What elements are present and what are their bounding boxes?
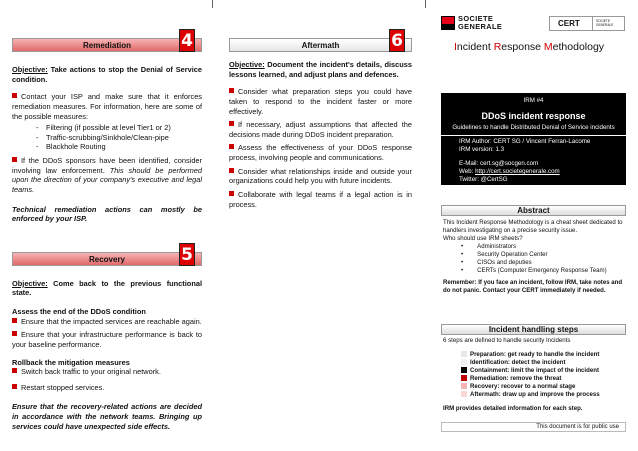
step-color-swatch [461,359,467,365]
list-item: - Filtering (if possible at level Tier1 or 2) [46,123,202,133]
step-row: Aftermath: draw up and improve the process [461,391,626,399]
remediation-item: If the DDoS sponsors have been identified, consider involving law enforcement. This should be performed upon the direction of your company's executive and legal teams. [12,156,203,194]
list-item: • Security Operation Center [461,251,626,259]
steps-body: 6 steps are defined to handle security Incidents Preparation: get ready to handle the incident Identification: detect the incident Containment: limit the impact of the incident Remediation: remove the threat Recovery: recover to a normal stage Aftermath: draw up and improve the process IRM provides detailed information for each step. [443,337,626,413]
bullet-square-icon [12,93,17,98]
list-item: • Administrators [461,243,626,251]
step-row: Preparation: get ready to handle the incident [461,351,626,359]
aftermath-title: Aftermath [301,41,340,50]
aftermath-header [229,31,412,52]
column-middle [229,0,412,451]
web-link[interactable]: http://cert.societegenerale.com [475,167,560,175]
recovery-title: Recovery [88,254,126,264]
list-item: - Traffic-scrubbing/Sinkhole/Clean-pipe [46,133,202,143]
step-color-swatch [461,375,467,381]
assess-title: Assess the end of the DDoS condition [12,307,146,316]
bullet-square-icon [12,331,17,336]
step-row: Identification: detect the incident [461,359,626,367]
bullet-square-icon [229,144,234,149]
aftermath-objective: Objective: Document the incident's details, discuss lessons learned, and adjust plans and defences. [229,60,412,79]
list-item: • CISOs and deputies [461,259,626,267]
bullet-square-icon [12,368,17,373]
step-row: Recovery: recover to a normal stage [461,383,626,391]
steps-footer: IRM provides detailed information for each step. [443,405,583,413]
column-left [12,0,202,451]
sg-logo-icon [441,16,455,30]
list-item: • CERTs (Computer Emergency Response Team) [461,267,626,275]
recovery-item: Switch back traffic to your original network. [12,367,202,377]
list-item: - Blackhole Routing [46,142,202,152]
bullet-square-icon [229,168,234,173]
step-color-swatch [461,391,467,397]
remediation-objective: Objective: Take actions to stop the Denial of Service condition. [12,65,202,84]
remediation-note: Technical remediation actions can mostly be enforced by your ISP. [12,204,202,224]
irm-info-block [441,93,626,185]
fold-mark [425,0,426,8]
measures-list [46,123,202,152]
abstract-body: This Incident Response Methodology is a cheat sheet dedicated to handlers investigating on a precise security issue. Who should use IRM sheets? • Administrators • Security Operation Center • CISOs and deputies • CERTs (Computer Emergency Response Team) Remember: If you face an incident, follow IRM, take notes and do not panic. Contact your CERT immediately if needed. [443,219,626,295]
bullet-square-icon [12,318,17,323]
recovery-item: Ensure that your infrastructure performance is back to your baseline performance. [12,330,202,349]
step-row: Containment: limit the impact of the incident [461,367,626,375]
bullet-square-icon [229,88,234,93]
recovery-item: Ensure that the impacted services are reachable again. [12,317,202,327]
remediation-title: Remediation [82,41,131,50]
aftermath-item: If necessary, adjust assumptions that affected the decisions made during DDoS incident preparation. [229,120,412,139]
remediation-item: Contact your ISP and make sure that it enforces remediation measures. For information, here are some of the possible measures: [12,92,202,121]
irm-title: Incident Response Methodology [454,41,605,53]
irm-meta: IRM Author: CERT SG / Vincent Ferran-Lacome IRM version: 1.3 E-Mail: cert.sg@socgen.com Web: http://cert.societegenerale.com Twitter: @CertSG [459,137,591,184]
cert-logo: CERT SOCIETE GENERALE [549,16,625,31]
recovery-step-number: 5 [179,243,195,266]
remediation-step-number: 4 [179,29,195,52]
aftermath-item: Collaborate with legal teams if a legal action is in process. [229,189,412,209]
logo-text: SOCIETE GENERALE [458,14,503,31]
aftermath-item: Consider what preparation steps you could have taken to respond to the incident faster or more effectively. [229,87,412,116]
irm-number: IRM #4 [523,97,544,104]
aftermath-step-number: 6 [389,29,405,52]
recovery-note: Ensure that the recovery-related actions are decided in accordance with the network teams. Bringing up services could have unexpected side effects. [12,402,202,431]
bullet-square-icon [229,121,234,126]
abstract-header: Abstract [441,205,626,216]
remediation-header [12,31,202,52]
rollback-title: Rollback the mitigation measures [12,357,130,367]
aftermath-item: Consider what relationships inside and outside your organizations could help you with future incidents. [229,166,412,186]
steps-header: Incident handling steps [441,324,626,335]
step-color-swatch [461,383,467,389]
step-color-swatch [461,367,467,373]
bullet-square-icon [12,157,17,162]
step-color-swatch [461,351,467,357]
step-row: Remediation: remove the threat [461,375,626,383]
irm-subtitle: Guidelines to handle Distributed Denial of Service incidents [452,123,615,131]
remember-note: Remember: If you face an incident, follow IRM, take notes and do not panic. Contact your CERT immediately if needed. [443,279,623,295]
bullet-square-icon [12,384,17,389]
bullet-square-icon [229,191,234,196]
societe-generale-logo [441,14,626,39]
irm-heading: DDoS incident response [481,111,586,122]
column-right [441,0,626,451]
recovery-header [12,244,202,266]
audience-list [461,243,626,275]
public-use-footer: This document is for public use [441,422,626,432]
aftermath-item: Assess the effectiveness of your DDoS response process, involving people and communications. [229,143,412,162]
recovery-item: Restart stopped services. [12,383,202,393]
recovery-objective: Objective: Come back to the previous functional state. [12,278,202,298]
fold-mark [212,0,213,8]
